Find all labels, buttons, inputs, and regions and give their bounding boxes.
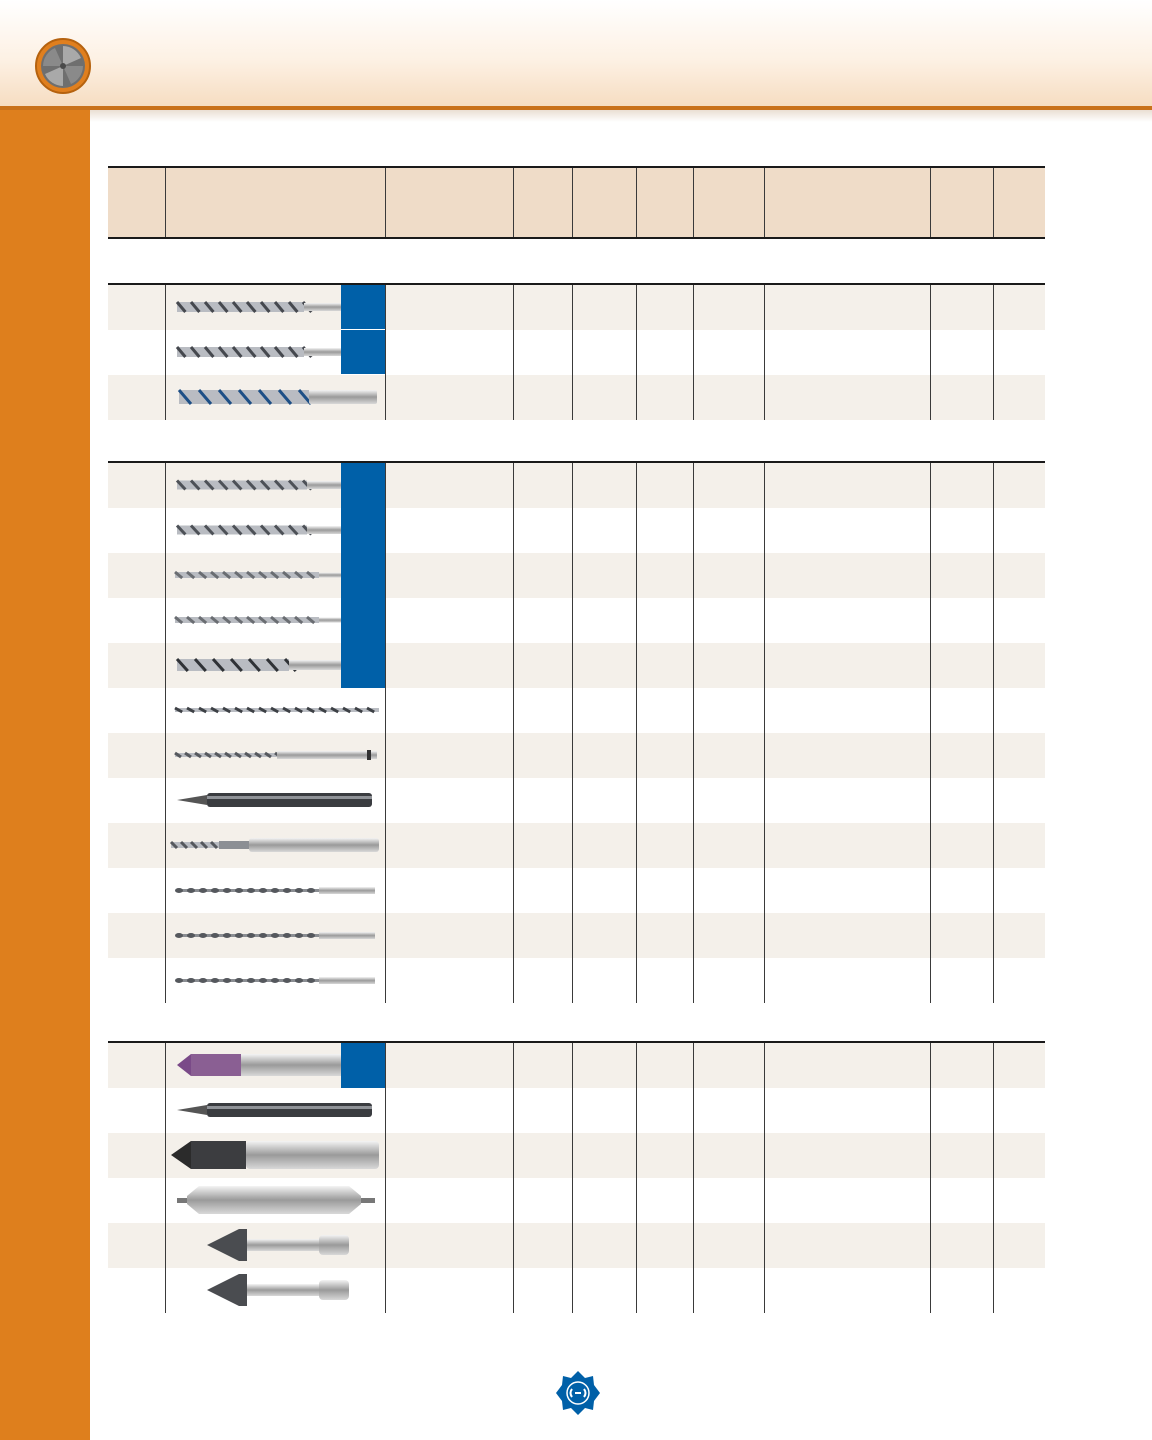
spot-point-image: [169, 1090, 384, 1135]
column-divider: [993, 1043, 994, 1313]
column-divider: [764, 285, 765, 420]
table-header-row: [108, 166, 1045, 239]
table-row[interactable]: [108, 553, 1045, 598]
series-tab: [341, 1043, 385, 1088]
center-drill-image: [169, 1180, 384, 1225]
table-row[interactable]: [108, 733, 1045, 778]
column-divider: [693, 285, 694, 420]
column-divider: [385, 168, 386, 237]
table-row[interactable]: [108, 823, 1045, 868]
table-row[interactable]: [108, 375, 1045, 420]
column-divider: [572, 463, 573, 1003]
column-divider: [513, 1043, 514, 1313]
table-group-1: [108, 283, 1045, 420]
table-row[interactable]: [108, 598, 1045, 643]
column-divider: [572, 285, 573, 420]
column-divider: [572, 1043, 573, 1313]
table-row[interactable]: [108, 330, 1045, 375]
table-row[interactable]: [108, 1133, 1045, 1178]
table-row[interactable]: [108, 868, 1045, 913]
end-mill-cross-section-icon: [35, 38, 91, 94]
left-orange-rail: [0, 110, 90, 1440]
table-row[interactable]: [108, 958, 1045, 1003]
column-divider: [764, 463, 765, 1003]
osg-logo-icon: [555, 1370, 601, 1416]
table-row[interactable]: [108, 1268, 1045, 1313]
column-divider: [930, 463, 931, 1003]
drill-extra-long-image: [169, 690, 384, 735]
table-row[interactable]: [108, 463, 1045, 508]
column-divider: [513, 463, 514, 1003]
chamfer-carbide-image: [169, 1135, 384, 1180]
table-row[interactable]: [108, 508, 1045, 553]
table-group-3: [108, 1041, 1045, 1313]
table-row[interactable]: [108, 285, 1045, 330]
countersink-image: [169, 1270, 384, 1315]
page-header-band: [0, 0, 1152, 108]
table-row[interactable]: [108, 1223, 1045, 1268]
column-divider: [930, 168, 931, 237]
table-row[interactable]: [108, 913, 1045, 958]
series-tab: [341, 330, 385, 375]
table-row[interactable]: [108, 778, 1045, 823]
series-tab: [341, 285, 385, 330]
column-divider: [993, 285, 994, 420]
column-divider: [385, 285, 386, 420]
column-divider: [693, 168, 694, 237]
column-divider: [930, 285, 931, 420]
column-divider: [165, 168, 166, 237]
column-divider: [993, 463, 994, 1003]
column-divider: [693, 1043, 694, 1313]
table-row[interactable]: [108, 1088, 1045, 1133]
column-divider: [385, 463, 386, 1003]
drill-blue-coated-image: [169, 377, 384, 422]
column-divider: [764, 1043, 765, 1313]
column-divider: [636, 463, 637, 1003]
table-row[interactable]: [108, 1043, 1045, 1088]
micro-drill-image: [169, 825, 384, 870]
column-divider: [764, 168, 765, 237]
table-row[interactable]: [108, 1178, 1045, 1223]
column-divider: [572, 168, 573, 237]
table-row[interactable]: [108, 688, 1045, 733]
column-divider: [993, 168, 994, 237]
column-divider: [165, 463, 166, 1003]
column-divider: [636, 168, 637, 237]
column-divider: [636, 1043, 637, 1313]
column-divider: [513, 285, 514, 420]
column-divider: [385, 1043, 386, 1313]
column-divider: [513, 168, 514, 237]
table-group-2: [108, 461, 1045, 1003]
table-row[interactable]: [108, 643, 1045, 688]
column-divider: [636, 285, 637, 420]
header-shadow: [90, 110, 1152, 122]
drill-beaded-image: [169, 960, 384, 1005]
countersink-image: [169, 1225, 384, 1270]
series-tab: [341, 463, 385, 688]
column-divider: [165, 285, 166, 420]
drill-step-shank-image: [169, 735, 384, 780]
column-divider: [930, 1043, 931, 1313]
spot-point-image: [169, 780, 384, 825]
column-divider: [693, 463, 694, 1003]
column-divider: [165, 1043, 166, 1313]
drill-beaded-image: [169, 915, 384, 960]
drill-beaded-image: [169, 870, 384, 915]
